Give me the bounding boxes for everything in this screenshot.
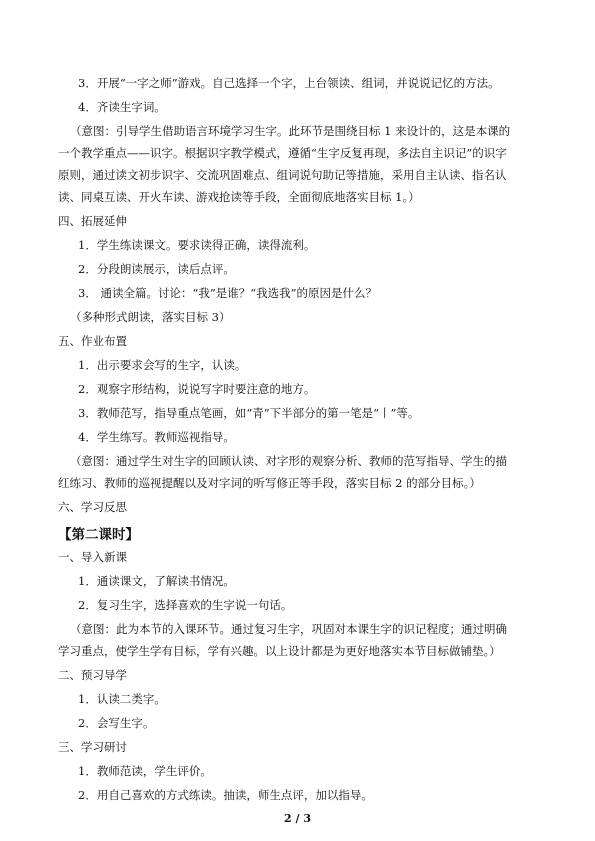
text-line: 四、拓展延伸 <box>58 214 127 228</box>
text-line: 2．用自己喜欢的方式练读。抽读，师生点评，加以指导。 <box>78 788 373 802</box>
text-line: 2．分段朗读展示，读后点评。 <box>78 262 235 276</box>
text-line: 2．观察字形结构，说说写字时要注意的地方。 <box>78 382 316 396</box>
text-line: （多种形式朗读，落实目标 3） <box>70 310 231 324</box>
text-line: （意图：通过学生对生字的回顾认读、对字形的观察分析、教师的范写指导、学生的描 <box>70 454 507 468</box>
text-line: 2．复习生字，选择喜欢的生字说一句话。 <box>78 598 293 612</box>
text-line: 学习重点，使学生学有目标，学有兴趣。以上设计都是为更好地落实本节目标做铺垫。） <box>58 644 501 658</box>
text-line: 4．齐读生字词。 <box>78 100 166 114</box>
text-line: 原则，通过读文初步识字、交流巩固难点、组词说句助记等措施，采用自主认读、指名认 <box>58 168 507 182</box>
text-line: 1．出示要求会写的生字，认读。 <box>78 358 247 372</box>
text-line: 三、学习研讨 <box>58 740 127 754</box>
text-line: 2．会写生字。 <box>78 716 155 730</box>
text-line: 1．学生练读课文。要求读得正确，读得流利。 <box>78 238 316 252</box>
text-line: 1．教师范读，学生评价。 <box>78 764 212 778</box>
text-line: 一个教学重点——识字。根据识字教学模式，遵循“生字反复再现，多法自主识记”的识字 <box>58 146 507 160</box>
text-line: 3． 通读全篇。讨论：“我”是谁？“我选我”的原因是什么？ <box>78 286 377 300</box>
section-heading: 【第二课时】 <box>58 527 139 543</box>
text-line: 五、作业布置 <box>58 334 127 348</box>
text-line: 1．认读二类字。 <box>78 692 166 706</box>
text-line: 1．通读课文，了解读书情况。 <box>78 574 235 588</box>
text-line: 一、导入新课 <box>58 550 127 564</box>
text-line: 读、同桌互读、开火车读、游戏抢读等手段，全面彻底地落实目标 1。） <box>58 190 420 204</box>
text-line: 3．教师范写，指导重点笔画，如“青”下半部分的第一笔是“丨”等。 <box>78 406 420 420</box>
text-line: 3．开展“一字之师”游戏。自己选择一个字，上台领读、组词，并说说记忆的方法。 <box>78 76 500 90</box>
text-line: （意图：引导学生借助语言环境学习生字。此环节是围绕目标 1 来设计的，这是本课的 <box>70 124 511 138</box>
text-line: 红练习、教师的巡视提醒以及对字词的听写修正等手段，落实目标 2 的部分目标。） <box>58 476 481 490</box>
text-line: 4．学生练写。教师巡视指导。 <box>78 430 235 444</box>
text-line: 二、预习导学 <box>58 668 127 682</box>
text-line: 六、学习反思 <box>58 500 127 514</box>
text-line: （意图：此为本节的入课环节。通过复习生字，巩固对本课生字的识记程度；通过明确 <box>70 622 507 636</box>
page-number: 2 / 3 <box>284 812 311 825</box>
